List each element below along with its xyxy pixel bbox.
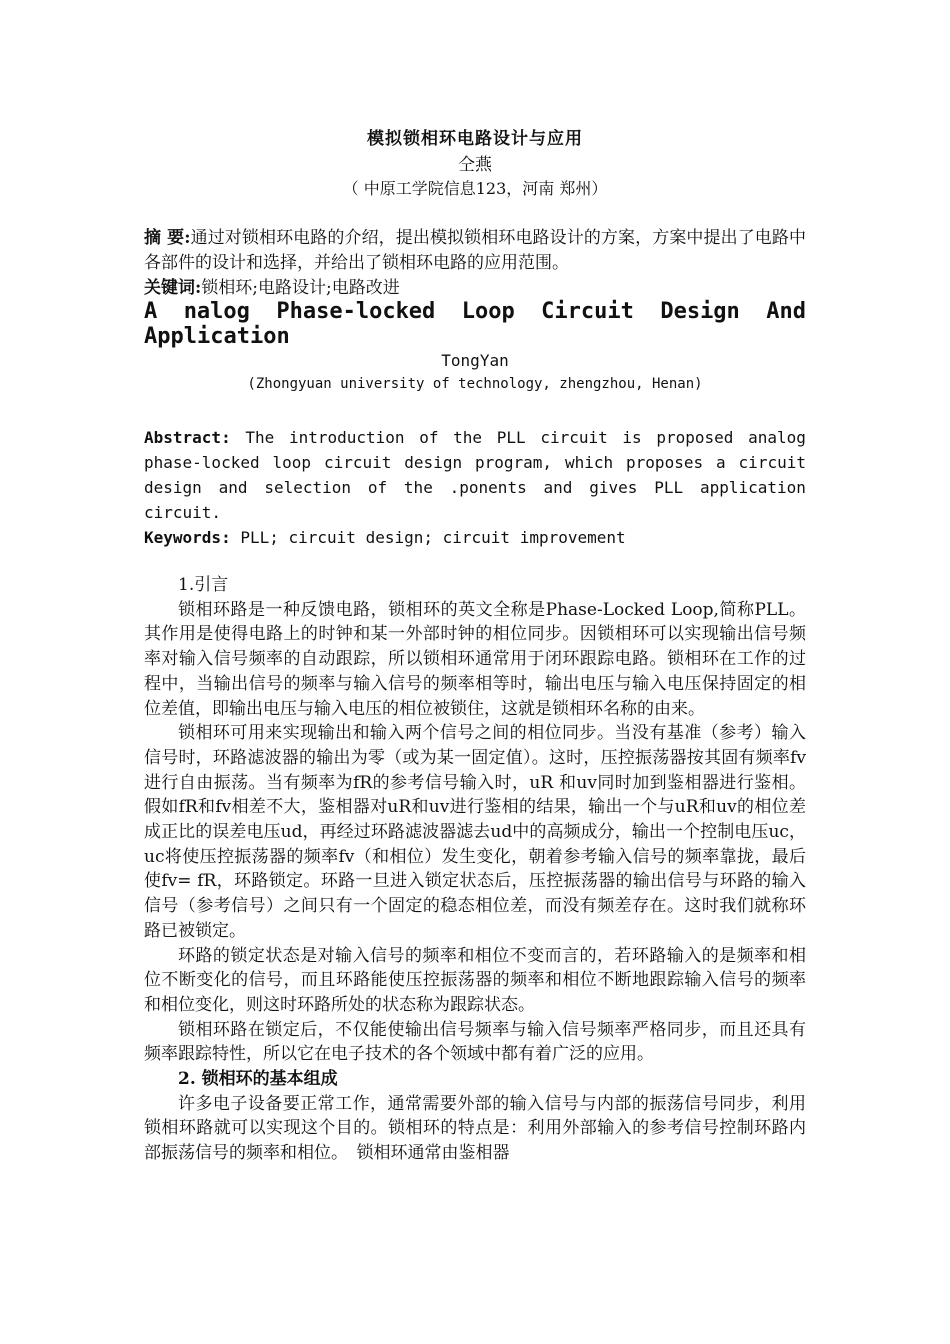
abstract-en-line — [144, 425, 806, 450]
abstract-word: of — [419, 428, 439, 447]
abstract-word: which — [564, 453, 614, 472]
abstract-word: phase-locked — [144, 453, 260, 472]
abstract-word: loop — [272, 453, 312, 472]
keywords-en-text: PLL; circuit design; circuit improvement — [230, 528, 626, 547]
keywords-cn — [144, 276, 806, 301]
abstract-word: The — [245, 428, 275, 447]
keywords-en-label: Keywords: — [144, 528, 231, 547]
abstract-word: the — [453, 428, 483, 447]
section-heading: 1.引言 — [178, 575, 229, 595]
abstract-word: analog — [748, 428, 806, 447]
abstract-word: is — [622, 428, 642, 447]
abstract-word: introduction — [288, 428, 405, 447]
abstract-word: gives — [589, 478, 638, 497]
abstract-word: selection — [264, 478, 352, 497]
title-en-line1 — [144, 299, 806, 324]
abstract-word: circuit — [323, 453, 392, 472]
keywords-en — [144, 525, 806, 550]
abstract-word: PLL — [654, 478, 684, 497]
title-en-word: Loop — [461, 299, 515, 324]
title-en-line2: Application — [144, 324, 290, 349]
section-heading: 2. 锁相环的基本组成 — [178, 1069, 338, 1090]
paper-title-en — [144, 299, 806, 349]
title-en-word: A — [144, 299, 158, 324]
abstract-word: design — [144, 478, 202, 497]
abstract-en — [144, 425, 806, 525]
abstract-word: application — [699, 478, 806, 497]
abstract-word: design — [404, 453, 463, 472]
abstract-word: proposes — [626, 453, 704, 472]
paper-title-cn: 模拟锁相环电路设计与应用 — [367, 129, 583, 149]
abstract-word: circuit — [540, 428, 608, 447]
abstract-en-line — [144, 450, 806, 475]
paragraph: 锁相环路是一种反馈电路，锁相环的英文全称是Phase-Locked Loop,简称PLL。其作用是使得电路上的时钟和某一外部时钟的相位同步。因锁相环可以实现输出信号频率对输入信号频率的自动跟踪，所以锁相环通常用于闭环跟踪电路。锁相环在工作的过程中，当输出信号的频率与输入信号的频率相等时，输出电压与输入电压保持固定的相位差值，即输出电压与输入电压的相位被锁住，这就是锁相环名称的由来。 — [144, 599, 806, 719]
abstract-en-last-line: circuit. — [144, 503, 222, 522]
title-en-word: Phase-locked — [276, 299, 436, 324]
title-en-word: Design — [660, 299, 740, 324]
paragraph: 锁相环可用来实现输出和输入两个信号之间的相位同步。当没有基准（参考）输入信号时，环路滤波器的输出为零（或为某一固定值）。这时，压控振荡器按其固有频率fv进行自由振荡。当有频率为fR的参考信号输入时，uR 和uv同时加到鉴相器进行鉴相。假如fR和fv相差不大，鉴相器对uR和uv进行鉴相的结果，输出一个与uR和uv的相位差成正比的误差电压ud，再经过环路滤波器滤去ud中的高频成分，输出一个控制电压uc，uc将使压控振荡器的频率fv（和相位）发生变化，朝着参考输入信号的频率靠拢，最后使fv= fR，环路锁定。环路一旦进入锁定状态后，压控振荡器的输出信号与环路的输入信号（参考信号）之间只有一个固定的稳态相位差，而没有频差存在。这时我们就称环路已被锁定。 — [144, 723, 806, 941]
abstract-word: the — [403, 478, 433, 497]
abstract-cn-text: 通过对锁相环电路的介绍，提出模拟锁相环电路设计的方案，方案中提出了电路中各部件的设计和选择，并给出了锁相环电路的应用范围。 — [144, 228, 807, 273]
abstract-word: a — [716, 453, 726, 472]
keywords-cn-label: 关键词: — [144, 278, 202, 298]
abstract-word: circuit — [738, 453, 806, 472]
abstract-word: of — [367, 478, 388, 497]
affiliation-en: (Zhongyuan university of technology, zhengzhou, Henan) — [247, 376, 703, 392]
body-text — [144, 573, 806, 1166]
paragraph: 环路的锁定状态是对输入信号的频率和相位不变而言的，若环路输入的是频率和相位不断变化的信号，而且环路能使压控振荡器的频率和相位不断地跟踪输入信号的频率和相位变化，则这时环路所处的状态称为跟踪状态。 — [144, 945, 806, 1015]
abstract-word: program, — [474, 453, 553, 472]
abstract-en-label: Abstract: — [144, 428, 231, 447]
title-en-word: nalog — [183, 299, 250, 324]
paragraph: 锁相环路在锁定后，不仅能使输出信号频率与输入信号频率严格同步，而且还具有频率跟踪特性，所以它在电子技术的各个领域中都有着广泛的应用。 — [144, 1019, 806, 1065]
abstract-en-line — [144, 475, 806, 500]
abstract-cn — [144, 226, 806, 276]
paragraph: 许多电子设备要正常工作，通常需要外部的输入信号与内部的振荡信号同步，利用锁相环路就可以实现这个目的。锁相环的特点是：利用外部输入的参考信号控制环路内部振荡信号的频率和相位。 锁相环通常由鉴相器 — [144, 1093, 806, 1164]
affiliation-cn: （ 中原工学院信息123，河南 郑州） — [342, 179, 608, 198]
author-name-cn: 仝燕 — [458, 155, 492, 175]
abstract-word: and — [218, 478, 248, 497]
abstract-word: PLL — [496, 428, 526, 447]
abstract-word: .ponents — [449, 478, 527, 497]
author-name-en: TongYan — [441, 351, 509, 370]
keywords-cn-text: 锁相环;电路设计;电路改进 — [201, 278, 400, 298]
title-en-word: And — [766, 299, 806, 324]
abstract-word: proposed — [656, 428, 734, 447]
title-en-word: Circuit — [541, 299, 634, 324]
abstract-cn-label: 摘 要: — [144, 228, 191, 248]
abstract-word: and — [543, 478, 573, 497]
